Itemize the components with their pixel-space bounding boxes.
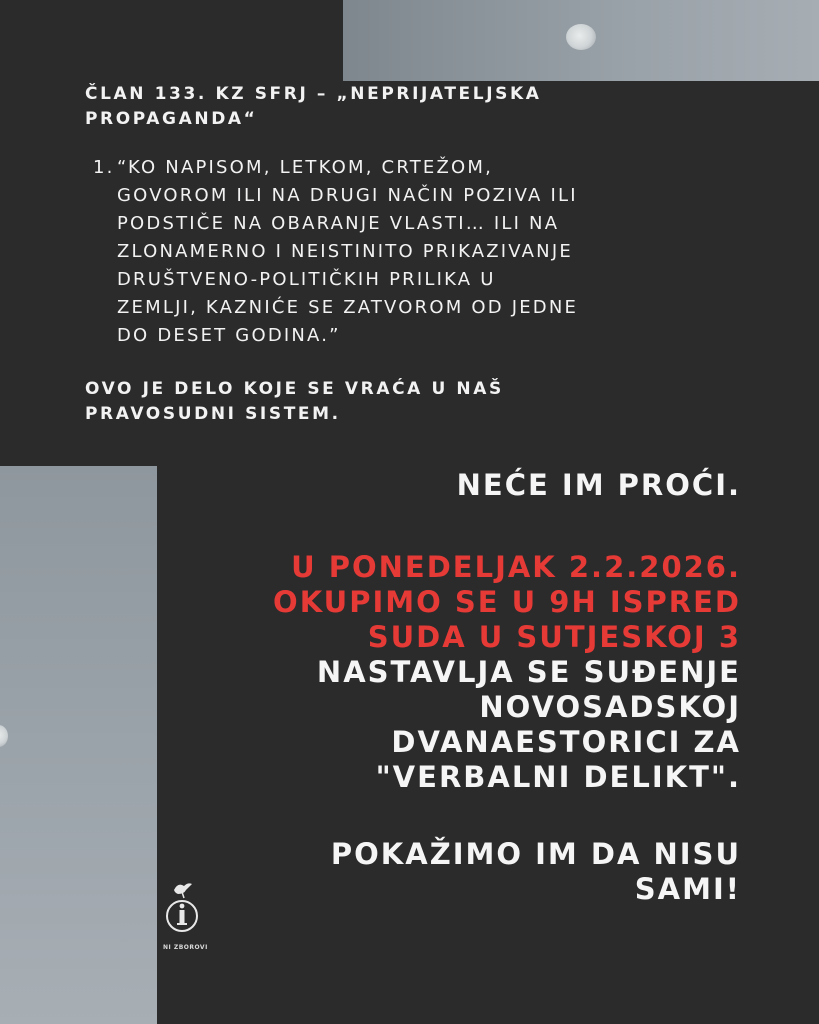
call-to-action-section	[181, 468, 741, 907]
closing-line: OVO JE DELO KOJE SE VRAĆA U NAŠ	[85, 379, 504, 399]
logo-text: NI ZBOROVI	[163, 944, 208, 951]
closing-statement	[85, 377, 685, 427]
quote-line: ZEMLJI, KAZNIĆE SE ZATVOROM OD JEDNE	[117, 297, 579, 318]
sky-photo-left	[0, 466, 157, 1024]
quote-line: PODSTIČE NA OBARANJE VLASTI… ILI NA	[117, 213, 560, 234]
quote-line: DO DESET GODINA.”	[117, 325, 341, 346]
moon-icon	[566, 24, 596, 50]
info-line: NOVOSADSKOJ	[479, 690, 741, 724]
article-quote	[93, 154, 685, 350]
info-line: "VERBALNI DELIKT".	[375, 760, 741, 794]
dove-and-i-emblem-icon	[162, 880, 202, 952]
quote-line: “KO NAPISOM, LETKOM, CRTEŽOM,	[117, 157, 494, 178]
trial-info	[181, 655, 741, 795]
info-line: NASTAVLJA SE SUĐENJE	[316, 655, 741, 689]
event-line: U PONEDELJAK 2.2.2026.	[291, 550, 741, 584]
quote-number: 1.	[93, 157, 115, 178]
event-line: OKUPIMO SE U 9H ISPRED	[273, 585, 741, 619]
article-heading: ČLAN 133. KZ SFRJ – „NEPRIJATELJSKA PROPAGANDA“	[85, 84, 542, 129]
event-line: SUDA U SUTJESKOJ 3	[367, 620, 741, 654]
quote-line: ZLONAMERNO I NEISTINITO PRIKAZIVANJE	[117, 241, 573, 262]
slogan: NEĆE IM PROĆI.	[456, 468, 741, 502]
call-line: SAMI!	[634, 872, 741, 906]
article-section	[85, 82, 685, 427]
closing-line: PRAVOSUDNI SISTEM.	[85, 404, 341, 424]
call-line: POKAŽIMO IM DA NISU	[330, 837, 741, 871]
event-details	[181, 550, 741, 655]
info-line: DVANAESTORICI ZA	[391, 725, 741, 759]
quote-text	[117, 154, 685, 350]
call-to-action	[181, 837, 741, 907]
quote-line: DRUŠTVENO-POLITIČKIH PRILIKA U	[117, 269, 496, 290]
quote-line: GOVOROM ILI NA DRUGI NAČIN POZIVA ILI	[117, 185, 578, 206]
